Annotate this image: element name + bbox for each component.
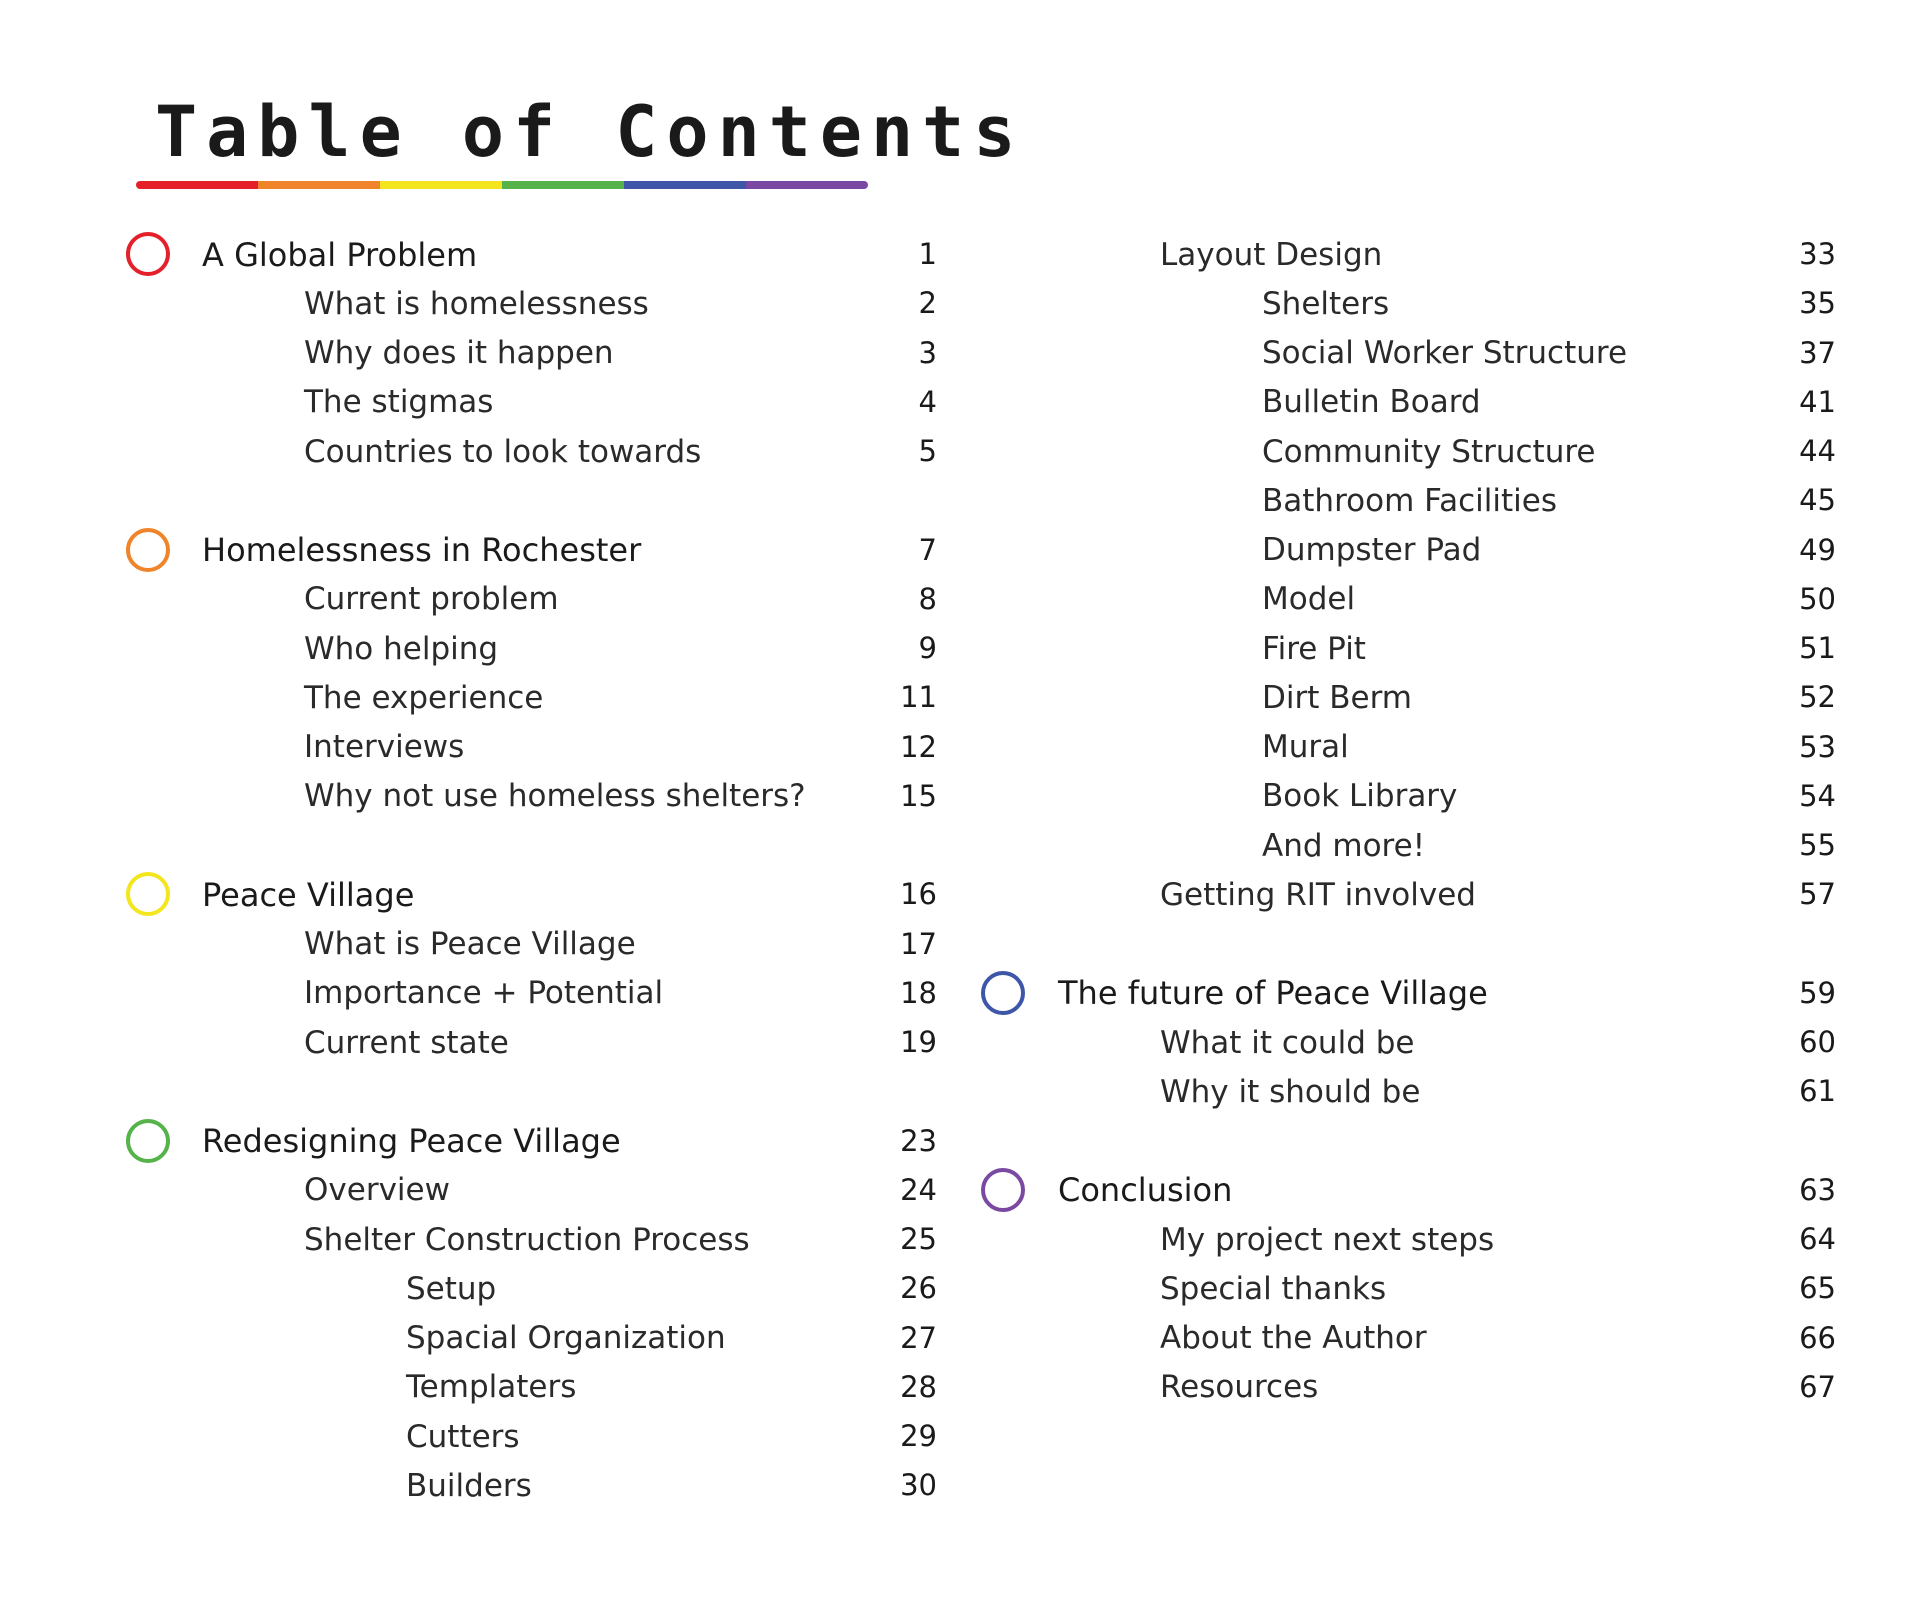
toc-page-number: 2 [918, 286, 937, 321]
toc-page-number: 11 [900, 680, 937, 715]
toc-entry-label: What is Peace Village [304, 926, 636, 963]
section-gap [0, 920, 1836, 969]
toc-entry-label: Redesigning Peace Village [202, 1122, 621, 1161]
toc-page-number: 7 [918, 532, 937, 567]
toc-page-number: 3 [918, 335, 937, 370]
toc-page-number: 59 [1799, 975, 1836, 1010]
toc-page-number: 27 [900, 1320, 937, 1355]
toc-page-number: 23 [900, 1123, 937, 1158]
rainbow-segment [136, 181, 258, 189]
section-circle-icon [981, 1168, 1025, 1212]
toc-entry[interactable] [0, 772, 1836, 821]
toc-entry[interactable] [0, 378, 1836, 427]
toc-entry[interactable] [0, 526, 1836, 575]
toc-entry-label: What is homelessness [304, 285, 649, 322]
toc-page-number: 29 [900, 1419, 937, 1453]
toc-entry[interactable] [0, 624, 1836, 673]
rainbow-segment [258, 181, 380, 189]
toc-page-number: 63 [1799, 1172, 1836, 1207]
rainbow-underline [136, 181, 868, 189]
toc-entry-label: Builders [406, 1467, 532, 1504]
toc-entry-label: Conclusion [1058, 1171, 1233, 1210]
toc-page-number: 55 [1799, 828, 1836, 862]
toc-entry-label: Current state [304, 1024, 509, 1061]
toc-entry[interactable] [0, 1314, 1836, 1363]
toc-page-number: 54 [1799, 778, 1836, 813]
toc-page-number: 65 [1799, 1271, 1836, 1306]
toc-section-heading[interactable] [0, 969, 1836, 1018]
rainbow-segment [502, 181, 624, 189]
toc-page-number: 16 [900, 877, 937, 912]
toc-entry[interactable] [0, 1461, 937, 1510]
toc-entry-label: Model [1262, 581, 1356, 618]
toc-page-number: 8 [918, 581, 937, 616]
toc-entry-label: Templaters [406, 1369, 577, 1406]
toc-page-number: 45 [1799, 483, 1836, 518]
toc-page-number: 51 [1799, 631, 1836, 665]
toc-page-number: 33 [1799, 237, 1836, 271]
toc-entry-label: Importance + Potential [304, 975, 664, 1012]
toc-entry-label: Shelter Construction Process [304, 1221, 750, 1258]
toc-page-number: 35 [1799, 286, 1836, 321]
toc-page-number: 30 [900, 1468, 937, 1503]
toc-page-number: 18 [900, 975, 937, 1010]
page-title: Table of Contents [155, 91, 1025, 173]
toc-entry-label: Bulletin Board [1262, 384, 1481, 421]
toc-page-number: 26 [900, 1271, 937, 1306]
section-circle-icon [981, 971, 1025, 1015]
toc-entry-label: Spacial Organization [406, 1320, 726, 1357]
rainbow-segment [746, 181, 868, 189]
toc-entry-label: Getting RIT involved [1160, 876, 1476, 913]
toc-entry-label: Why it should be [1160, 1073, 1421, 1110]
toc-entry-label: Community Structure [1262, 433, 1596, 470]
toc-page-number: 41 [1799, 384, 1836, 419]
toc-entry-label: Current problem [304, 581, 559, 618]
toc-entry-label: Countries to look towards [304, 433, 702, 470]
rainbow-segment [380, 181, 502, 189]
toc-entry[interactable] [0, 870, 1836, 919]
toc-entry-label: And more! [1262, 827, 1426, 864]
toc-entry[interactable] [0, 723, 1836, 772]
toc-entry-label: Interviews [304, 729, 465, 766]
toc-section-heading[interactable] [0, 1166, 1836, 1215]
toc-page-number: 24 [900, 1172, 937, 1207]
toc-entry[interactable] [0, 329, 1836, 378]
toc-entry-label: Overview [304, 1172, 450, 1209]
toc-entry-label: Mural [1262, 729, 1349, 766]
toc-entry-label: Resources [1160, 1369, 1319, 1406]
toc-entry-label: Why does it happen [304, 335, 614, 372]
toc-page-number: 44 [1799, 434, 1836, 468]
section-gap [0, 1117, 1836, 1166]
toc-page-number: 5 [918, 434, 937, 468]
toc-page-number: 12 [900, 729, 937, 764]
toc-entry-label: A Global Problem [202, 235, 478, 274]
toc-entry[interactable] [0, 1018, 1836, 1067]
toc-entry-label: Book Library [1262, 778, 1458, 815]
toc-page-number: 4 [918, 384, 937, 419]
toc-entry-label: Who helping [304, 630, 499, 667]
toc-page-number: 66 [1799, 1320, 1836, 1355]
toc-page-number: 53 [1799, 729, 1836, 764]
toc-page-number: 60 [1799, 1025, 1836, 1059]
toc-entry[interactable] [0, 1215, 1836, 1264]
rainbow-segment [624, 181, 746, 189]
toc-entry-label: Shelters [1262, 285, 1390, 322]
toc-entry-label: The experience [304, 679, 544, 716]
toc-entry[interactable] [0, 575, 1836, 624]
toc-entry-label: Special thanks [1160, 1270, 1387, 1307]
toc-entry[interactable] [0, 230, 1836, 279]
toc-entry[interactable] [0, 476, 1836, 525]
toc-page-number: 49 [1799, 532, 1836, 567]
toc-entry-label: Peace Village [202, 875, 415, 914]
toc-entry-label: Fire Pit [1262, 630, 1366, 667]
toc-entry-label: Setup [406, 1270, 497, 1307]
toc-entry-label: Cutters [406, 1418, 520, 1455]
toc-entry-label: Dumpster Pad [1262, 532, 1482, 569]
toc-entry-label: The future of Peace Village [1058, 974, 1488, 1013]
toc-entry[interactable] [0, 1363, 1836, 1412]
toc-page-number: 64 [1799, 1222, 1836, 1256]
toc-entry-label: Dirt Berm [1262, 679, 1412, 716]
toc-page-number: 15 [900, 778, 937, 813]
toc-entry[interactable] [0, 821, 1836, 870]
toc-entry-label: Social Worker Structure [1262, 335, 1628, 372]
toc-page-number: 37 [1799, 335, 1836, 370]
toc-entry[interactable] [0, 1412, 937, 1461]
toc-entry-label: Layout Design [1160, 236, 1383, 273]
toc-page-number: 57 [1799, 877, 1836, 912]
toc-page-number: 52 [1799, 680, 1836, 715]
toc-page-number: 50 [1799, 581, 1836, 616]
toc-page-number: 67 [1799, 1369, 1836, 1404]
toc-page-number: 25 [900, 1222, 937, 1256]
toc-page-number: 9 [918, 631, 937, 665]
toc-entry[interactable] [0, 673, 1836, 722]
toc-entry-label: Homelessness in Rochester [202, 531, 642, 570]
toc-page-number: 17 [900, 926, 937, 961]
toc-entry[interactable] [0, 427, 1836, 476]
toc-entry-label: About the Author [1160, 1320, 1427, 1357]
toc-entry-label: Bathroom Facilities [1262, 482, 1557, 519]
toc-entry-label: The stigmas [304, 384, 494, 421]
toc-entry-label: My project next steps [1160, 1221, 1495, 1258]
toc-entry[interactable] [0, 1067, 1836, 1116]
toc-page-number: 1 [918, 237, 937, 271]
toc-entry[interactable] [0, 279, 1836, 328]
toc-page-number: 61 [1799, 1074, 1836, 1109]
toc-entry-label: What it could be [1160, 1024, 1415, 1061]
toc-page-number: 19 [900, 1025, 937, 1059]
toc-right-column [0, 230, 1836, 1412]
toc-entry[interactable] [0, 1264, 1836, 1313]
toc-page-number: 28 [900, 1369, 937, 1404]
toc-entry-label: Why not use homeless shelters? [304, 778, 806, 815]
